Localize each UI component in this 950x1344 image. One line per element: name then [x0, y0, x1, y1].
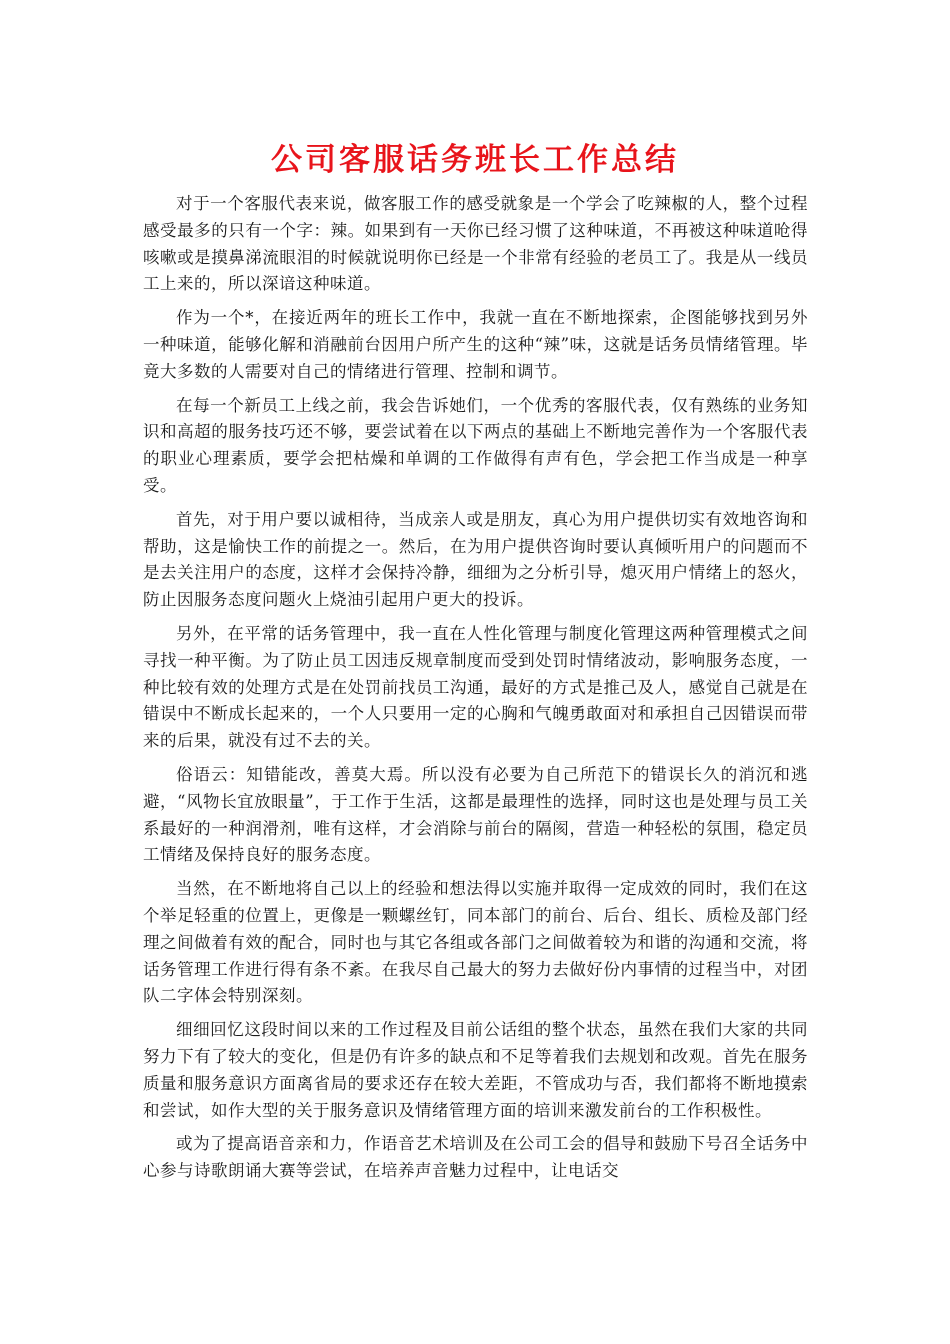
paragraph-3: 在每一个新员工上线之前，我会告诉她们，一个优秀的客服代表，仅有熟练的业务知识和高超的服务技巧还不够，要尝试着在以下两点的基础上不断地完善作为一个客服代表的职业心理素质，要学会把枯燥和单调的工作做得有声有色，学会把工作当成是一种享受。	[143, 395, 808, 495]
paragraph-8: 细细回忆这段时间以来的工作过程及目前公话组的整个状态，虽然在我们大家的共同努力下有了较大的变化，但是仍有许多的缺点和不足等着我们去规划和改观。首先在服务质量和服务意识方面离省局的要求还存在较大差距，不管成功与否，我们都将不断地摸索和尝试，如作大型的关于服务意识及情绪管理方面的培训来激发前台的工作积极性。	[143, 1020, 808, 1120]
paragraph-5: 另外，在平常的话务管理中，我一直在人性化管理与制度化管理这两种管理模式之间寻找一种平衡。为了防止员工因违反规章制度而受到处罚时情绪波动，影响服务态度，一种比较有效的处理方式是在处罚前找员工沟通，最好的方式是推己及人，感觉自己就是在错误中不断成长起来的，一个人只要用一定的心胸和气魄勇敢面对和承担自己因错误而带来的后果，就没有过不去的关。	[143, 623, 808, 751]
paragraph-1: 对于一个客服代表来说，做客服工作的感受就象是一个学会了吃辣椒的人，整个过程感受最多的只有一个字：辣。如果到有一天你已经习惯了这种味道，不再被这种味道呛得咳嗽或是摸鼻涕流眼泪的时候就说明你已经是一个非常有经验的老员工了。我是从一线员工上来的，所以深谙这种味道。	[143, 194, 808, 294]
document-body	[143, 191, 808, 1192]
paragraph-7: 当然，在不断地将自己以上的经验和想法得以实施并取得一定成效的同时，我们在这个举足轻重的位置上，更像是一颗螺丝钉，同本部门的前台、后台、组长、质检及部门经理之间做着有效的配合，同时也与其它各组或各部门之间做着较为和谐的沟通和交流，将话务管理工作进行得有条不紊。在我尽自己最大的努力去做好份内事情的过程当中，对团队二字体会特别深刻。	[143, 879, 808, 1006]
paragraph-4: 首先，对于用户要以诚相待，当成亲人或是朋友，真心为用户提供切实有效地咨询和帮助，这是愉快工作的前提之一。然后，在为用户提供咨询时要认真倾听用户的问题而不是去关注用户的态度，这样才会保持冷静，细细为之分析引导，熄灭用户情绪上的怒火，防止因服务态度问题火上烧油引起用户更大的投诉。	[143, 509, 808, 610]
paragraph-6: 俗语云：知错能改，善莫大焉。所以没有必要为自己所范下的错误长久的消沉和逃避，“风物长宜放眼量”，于工作于生活，这都是最理性的选择，同时这也是处理与员工关系最好的一种润滑剂，唯有这样，才会消除与前台的隔阂，营造一种轻松的氛围，稳定员工情绪及保持良好的服务态度。	[143, 764, 808, 865]
paragraph-2: 作为一个*，在接近两年的班长工作中，我就一直在不断地探索，企图能够找到另外一种味道，能够化解和消融前台因用户所产生的这种“辣”味，这就是话务员情绪管理。毕竟大多数的人需要对自己的情绪进行管理、控制和调节。	[143, 308, 808, 381]
document-title: 公司客服话务班长工作总结	[271, 142, 679, 178]
paragraph-9: 或为了提高语音亲和力，作语音艺术培训及在公司工会的倡导和鼓励下号召全话务中心参与诗歌朗诵大赛等尝试，在培养声音魅力过程中，让电话交	[143, 1134, 808, 1181]
